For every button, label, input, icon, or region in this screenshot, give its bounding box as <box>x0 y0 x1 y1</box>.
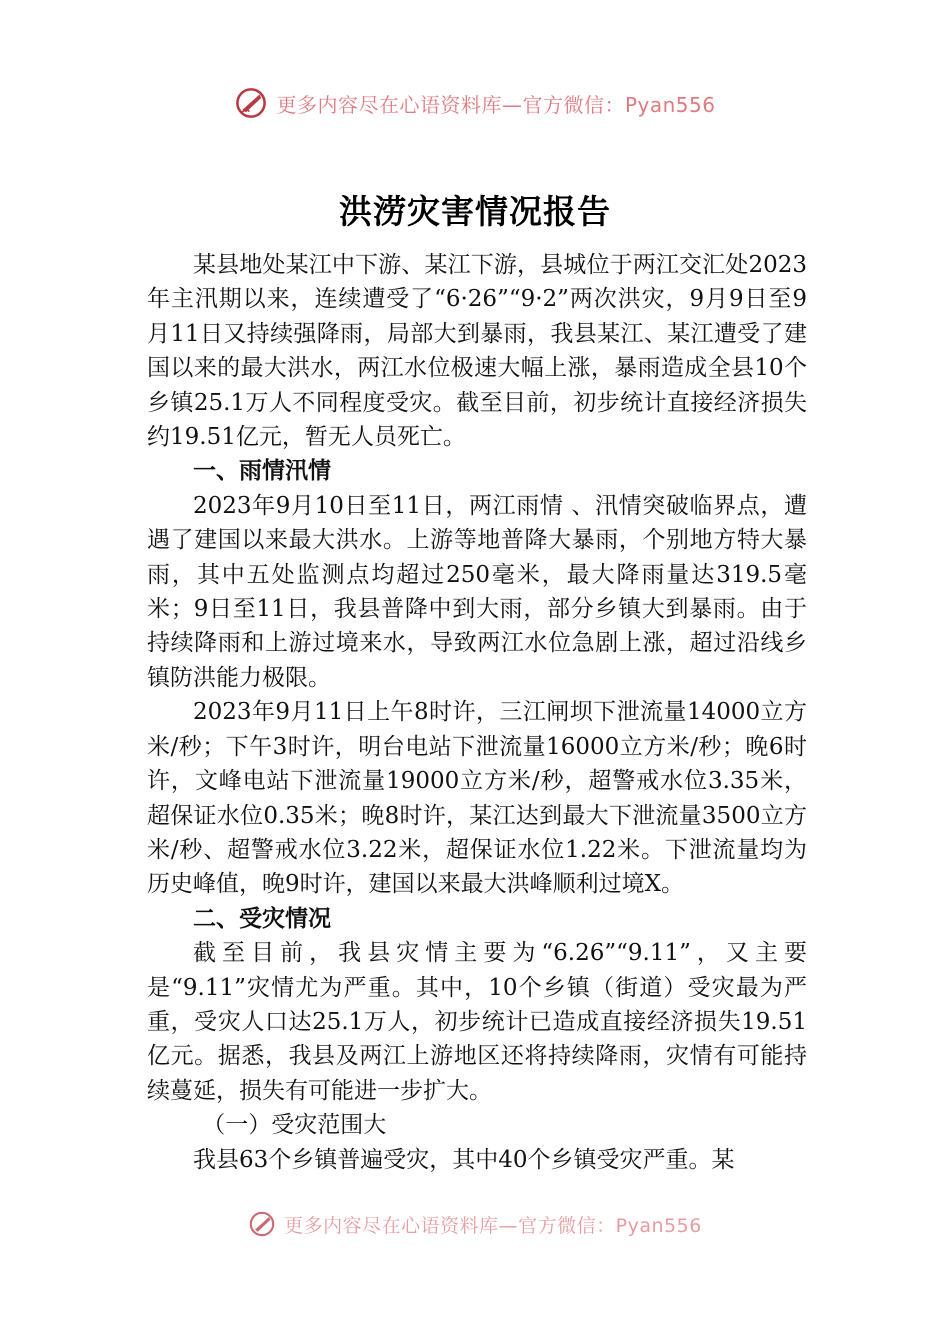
document-body <box>147 248 807 1177</box>
watermark-text-footer: 更多内容尽在心语资料库—官方微信：Pyan556 <box>284 1214 702 1237</box>
section-heading-disaster: 二、受灾情况 <box>193 905 331 932</box>
rain-paragraph-1: 2023年9月10日至11日，两江雨情 、汛情突破临界点，遭遇了建国以来最大洪水。上游等地普降大暴雨，个别地方特大暴雨，其中五处监测点均超过250毫米，最大降雨量达319.5毫米；9日至11日，我县普降中到大雨，部分乡镇大到暴雨。由于持续降雨和上游过境来水，导致两江水位急剧上涨，超过沿线乡镇防洪能力极限。 <box>147 492 807 691</box>
watermark-footer <box>0 1207 950 1241</box>
watermark-header <box>0 83 950 123</box>
disaster-paragraph-1: 截至目前，我县灾情主要为“6.26”“9.11”，又主要是“9.11”灾情尤为严重。其中，10个乡镇（街道）受灾最为严重，受灾人口达25.1万人，初步统计已造成直接经济损失19.51亿元。据悉，我县及两江上游地区还将持续降雨，灾情有可能持续蔓延，损失有可能进一步扩大。 <box>147 940 807 1104</box>
pen-seal-logo-icon <box>234 86 268 120</box>
section-heading-rain: 一、雨情汛情 <box>193 458 331 485</box>
pen-seal-logo-icon <box>248 1210 276 1238</box>
document-title: 洪涝灾害情况报告 <box>339 192 611 231</box>
subsection-heading-scope: （一）受灾范围大 <box>202 1112 387 1139</box>
intro-paragraph: 某县地处某江中下游、某江下游，县城位于两江交汇处2023年主汛期以来，连续遭受了“6·26”“9·2”两次洪灾，9月9日至9月11日又持续强降雨，局部大到暴雨，我县某江、某江遭受了建国以来的最大洪水，两江水位极速大幅上涨，暴雨造成全县10个乡镇25.1万人不同程度受灾。截至目前，初步统计直接经济损失约19.51亿元，暂无人员死亡。 <box>147 252 807 451</box>
rain-paragraph-2: 2023年9月11日上午8时许，三江闸坝下泄流量14000立方米/秒；下午3时许，明台电站下泄流量16000立方米/秒；晚6时许，文峰电站下泄流量19000立方米/秒，超警戒水位3.35米，超保证水位0.35米；晚8时许，某江达到最大下泄流量3500立方米/秒、超警戒水位3.22米，超保证水位1.22米。下泄流量均为历史峰值，晚9时许，建国以来最大洪峰顺利过境X。 <box>147 699 807 898</box>
watermark-text: 更多内容尽在心语资料库—官方微信：Pyan556 <box>276 92 716 117</box>
scope-paragraph-1: 我县63个乡镇普遍受灾，其中40个乡镇受灾严重。某 <box>193 1146 735 1173</box>
